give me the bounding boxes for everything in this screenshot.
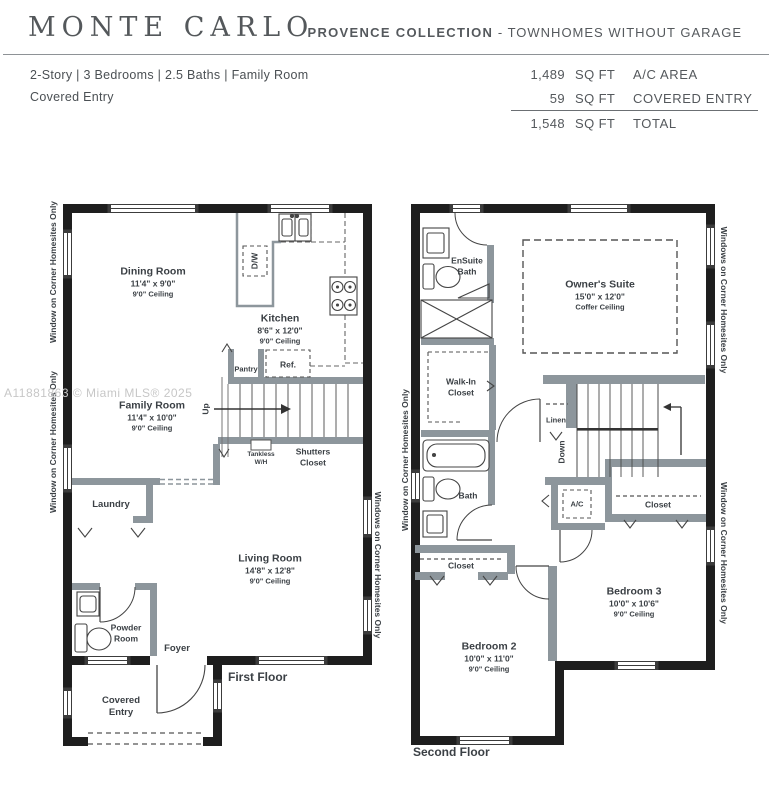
shutters-closet-label-1: Shutters	[295, 446, 331, 457]
area-unit: SQ FT	[575, 115, 616, 131]
down-label: Down	[556, 440, 567, 464]
toilet-icon	[423, 264, 434, 289]
walk-in-closet-label-2: Closet	[448, 387, 474, 398]
closet-bedroom3-label: Closet	[645, 499, 671, 510]
front-door	[150, 655, 207, 713]
kitchen-sink-icon	[279, 214, 311, 241]
toilet-icon	[75, 624, 87, 652]
covered-entry-outline	[88, 733, 203, 744]
specs-line-2: Covered Entry	[30, 90, 114, 104]
first-floor-caption: First Floor	[228, 670, 288, 684]
side-note-sf-left: Window on Corner Homesites Only	[400, 388, 410, 532]
family-room-label: Family Room 11'4" x 10'0" 9'0" Ceiling	[119, 399, 185, 433]
shutters-closet-label-2: Closet	[300, 457, 326, 468]
second-floor-caption: Second Floor	[413, 745, 490, 759]
area-unit: SQ FT	[575, 90, 616, 106]
foyer-label: Foyer	[164, 643, 190, 655]
plan-title: MONTE CARLO	[28, 12, 315, 43]
side-note-sf-right-upper: Windows on Corner Homesites Only	[719, 226, 729, 374]
bath-fixtures	[423, 440, 489, 537]
range-icon	[330, 277, 357, 315]
area-label: TOTAL	[633, 115, 677, 131]
area-value: 1,489	[530, 66, 565, 82]
ensuite-bath-label-2: Bath	[457, 266, 477, 277]
mls-watermark: A11881863 © Miami MLS® 2025	[4, 386, 193, 400]
dining-room-label: Dining Room 11'4" x 9'0" 9'0" Ceiling	[120, 265, 186, 299]
side-note-ff-left-lower: Window on Corner Homesites Only	[48, 370, 58, 514]
tankless-label-1: Tankless	[247, 450, 275, 458]
side-note-ff-left-upper: Window on Corner Homesites Only	[48, 200, 58, 344]
side-note-sf-right-lower: Window on Corner Homesites Only	[719, 481, 729, 625]
ac-label: A/C	[570, 499, 584, 509]
up-label: Up	[200, 403, 211, 415]
closet-bedroom2-label: Closet	[448, 560, 474, 571]
living-room-label: Living Room 14'8" x 12'8" 9'0" Ceiling	[238, 552, 302, 586]
specs-line-1: 2-Story | 3 Bedrooms | 2.5 Baths | Family Room	[30, 68, 309, 82]
kitchen-label: Kitchen 8'6" x 12'0" 9'0" Ceiling	[257, 312, 303, 346]
bedroom-2-label: Bedroom 2 10'0" x 11'0" 9'0" Ceiling	[461, 640, 517, 674]
area-value: 1,548	[530, 115, 565, 131]
tankless-water-heater-icon	[251, 440, 271, 450]
area-value: 59	[549, 90, 565, 106]
second-floor-walls	[411, 204, 715, 745]
collection-type: - TOWNHOMES WITHOUT GARAGE	[497, 25, 742, 40]
powder-room-label-2: Room	[113, 633, 139, 644]
laundry-label: Laundry	[92, 499, 130, 511]
bedroom-3-label: Bedroom 3 10'0" x 10'6" 9'0" Ceiling	[606, 585, 662, 619]
area-label: COVERED ENTRY	[633, 90, 753, 106]
bath-label: Bath	[458, 490, 478, 501]
ensuite-bath-label-1: EnSuite	[451, 255, 483, 266]
pantry-label: Pantry	[234, 364, 258, 374]
dishwasher-label: D/W	[249, 252, 260, 270]
family-room-pass-through	[160, 480, 213, 485]
owners-suite-label: Owner's Suite 15'0" x 12'0" Coffer Ceiling	[565, 278, 635, 312]
toilet-icon	[423, 477, 434, 501]
linen-label: Linen	[546, 415, 566, 425]
area-label: A/C AREA	[633, 66, 698, 82]
tankless-label-2: W/H	[254, 458, 268, 466]
refrigerator-label: Ref.	[279, 359, 297, 370]
covered-entry-label-1: Covered	[101, 695, 141, 707]
covered-entry-label-2: Entry	[108, 707, 134, 719]
laundry-door-marks	[78, 528, 145, 537]
powder-room-label-1: Powder	[110, 622, 142, 633]
walk-in-closet-label-1: Walk-In	[446, 376, 476, 387]
side-note-ff-right: Windows on Corner Homesites Only	[373, 491, 383, 639]
collection-name: PROVENCE COLLECTION	[307, 25, 494, 40]
area-unit: SQ FT	[575, 66, 616, 82]
